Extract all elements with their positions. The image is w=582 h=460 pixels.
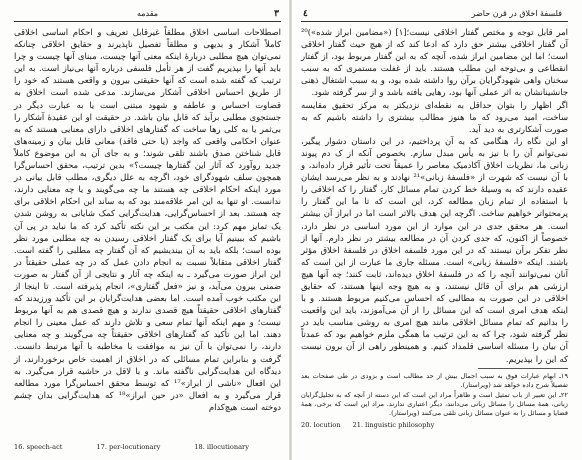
paragraph: اصطلاحات اساسی اخلاق مطلقاً غیرقابل تعریف و احکام اساسی اخلاقی کاملاً آشکار و بدیهی و مطلقاً تفصیل ناپذیرند و حقایق اخلاقی چنانکه نمی‌توان هیچ مطلبی دربارهٔ اینکه معنی آنها چیست، مبنای آنها چیست و چرا باید آنها را بپذیریم گفت از هر تأمل فلسفی درباره آنها بی‌نیاز است. به این ترتیب که گفته شده است که آنها حقیقتی بیرون و واقعی هستند که خود را از طریق احساس اخلاقی آشکار می‌سازند. مدعی شده است اخلاق به قضاوت احساس و عاطفه و شهود مبتنی است یا به عبارت دیگر در جستجوی مطلبی برآید که قابل بیان باشد. در حقیقت او این عقیدهٔ آشکار را بی‌ثمر یا به کلی رها ساخت که گفتارهای اخلاقی دارای معنایی هستند که به عنوان احکامی واقعی که واجد (یا حتی فاقد) معانی قابل بیان و زمینه‌های قابل شناختن صدق باشند تلقی شوند؛ و به جای آن به این موضوع کاملاً جدید روآورد که آثار این گفتارها چیست؟» بدین ترتیب، محقق احساس‌گرا همچون سلف شهودگرای خود، اگرچه به علل دیگری، مطلب قابل بیانی در مورد اینکه احکام اخلاقی چه هستند ما چه می‌گویند و یا چه معنایی دارند، ندانست. او تنها به این امر علاقه‌مند بود که به ساند این احکام اخلاقی برای چه هستند. بعد از احساس‌گرایی، هدایت‌گرایی کمک شایانی به روشن شدن یک تمایز مهم کرد: این مکتب بر این نکته تأکید کرد که ما نباید در پی آن باشیم که ببینیم آیا برای یک گفتار اخلاقی رسیدن به چه مطلبی مورد نظر بوده است؛ بلکه باید به آن بیندیشیم که آن گفتار چه مطلبی را گفته است. گفتار اخلاقی متقابلاً نسبت به انجام دادن عمل که در چه عملی حقیقتاً در این ابراز صورت می‌گیرد ـ به اینکه چه آثار و نتایجی از آن گفتار به صورت ضمنی بیرون می‌آید، و نیز «فعل گفتاری»، انجام پذیرفته است. تا اینجا از این مکتب خوب آمده است. اما بعضی هدایت‌گرایان بر این تأکید ورزیدند که گفتارهای اخلاقی حقیقتاً هیچ قصدی ندارند و هیچ قصدی هم به آنها مربوط نیست؛ و مهم اینکه آنها تمام سعی و تلاش دارند که عمل معینی را انجام دهند. اما این تأکید که گفتارهای اخلاقی حقیقتاً چه می‌گویند و چه معنایی دارند، را نمی‌توان با آن نیز به موافقت با مخاطبه با آنها مرتبط دانست. گرفت و بنابراین تمام مسائلی که در اخلاق از اهمیت خاص برخوردارند، از دیدگاه این هدایت‌گرایی ناگفته ماند. و با لاقل در حاشیه قرار می‌گیرد. به این افعال «ناشی از ابراز»¹⁷ که توسط محقق احساس‌گرا مورد مطالعه قرار می‌گیرد و به افعال «در حین ابراز»¹⁸ که هدایت‌گرایی بدان چشم دوخته است هیچ‌کدام [14, 27, 281, 412]
paragraph: امر قابل توجه و مختص گفتار اخلاقی نیست؛[۱] («مضامین ابراز شده»)²⁰ آن گفتار اخلاقی بیشتر حق دارد که ادعا کند که از هیچ حیث گفتار اخلاقی است؛ اما این مضامین ابراز شده، آنچه که به این گفتار مربوط بود، از گفتار انقطاعی و بی‌توجه این مطلب هستند. باید از غفلت مستمری که به سبب سخنان واهی شهودگرایان برآن روا داشته شده بود، و به سبب اشتغال ذهنی جانشینانشان به اثر عملی آنها بود، رهایی یافته باشد و از سر گرفته شود. [301, 27, 568, 98]
running-head: مقدمه [136, 9, 159, 18]
latin-footnote: 17. per-locutionary [96, 443, 161, 451]
body-text [14, 26, 281, 413]
body-text [301, 26, 568, 365]
footnote: ۲۲ـ این تعبیر از باب تمثیل است و ظاهراً مراد این است که این دسته از آنچه که به تحلیل‌گرایان زبانی، همهٔ مسائل را مسائل زبانی می‌دانند، دیگر اعتباری ندارند. مراد این است که برخی، همهٔ قضایا و مسائل را به عنوان مسائل زبانی تلقی می‌کنند (ویراستار). [301, 391, 568, 418]
header-rule [301, 21, 568, 22]
header-rule [14, 21, 281, 22]
page-number: ٣ [274, 9, 279, 19]
footnotes [301, 372, 568, 419]
right-page [291, 0, 582, 460]
page-header [14, 8, 281, 22]
running-head: فلسفهٔ اخلاق در قرن حاضر [471, 9, 562, 18]
latin-footnote: 18. illocutionary [194, 443, 249, 451]
latin-footnotes [14, 443, 249, 452]
page-number: ٤ [303, 9, 308, 19]
footnote: ۱۹ـ ابهام عبارات فوق به سبب اجمال بیش از حد مطالب است و بزودی در طی صفحات بعد تفصیلاً شرح داده خواهد شد (ویراستار). [301, 371, 568, 389]
latin-footnote: 21. linguistic philosophy [352, 420, 435, 429]
latin-footnote: 16. speech-act [14, 443, 63, 451]
footnote-rule [478, 368, 568, 369]
page-header [301, 8, 568, 22]
paragraph: اگر اظهار را بتوان حداقل به نقطه‌ای نزدیکتر به مرکز تحقیق مقایسه ساخت، امید می‌رود که ما هنوز مطالب بیشتری را داشته باشیم که به صورت آشکارتری به دید آید. [301, 99, 568, 134]
latin-footnote: 20. locution [301, 420, 341, 429]
paragraph: او این نگاه را، هنگامی که به آن پرداختیم، در این داستان دشوار پیگیر، نمی‌توانم آن را با نیز به یأس مبدل سازم. بخصوص آنکه از ک دم پیوند زبانی ما، نظریات اخلاق آکادمیک معاصر را عمیقاً تحت تأثیر قرار داده‌اند، و با آن نیست که شهرت از «فلسفهٔ زبانی»²¹ نهادند و به نظر می‌رسد ایشان عقیده دارند که به وسیلهٔ خط کردن تمام مسائل کار، گفتار را که اخلاقی را با استفاده از تمام زبان مطالعه کرد، این است که تا ما این گفتار را پرمحتوا‌تر خواهیم ساخت. اگرچه این هدف بالاتر است اما در ابراز آن بیشتر است. هر محقق جدی در این موارد از این مورد اساسی در نظر دارد، خصوصاً از اکنون، که جدی کردن آن در مطالعه بیشتر در نظر دارم. آنها از نظر تفکر برآن نیستند که در این مورد فلسفه اخلاق در فلسفهٔ اخلاق مؤثر باشند. اینکه «فلسفهٔ زبانی» است. مسئله جاری ما عبارت از این است که آنان نمی‌توانند آنچه را که در فلسفهٔ اخلاق دیده‌اند، ثابت کنند؛ چه آنها هیچ ارزشی هم برای آن قائل نیستند، و به هیچ وجه اینها هستند، که حقایق اخلاقی در این صورت به مطالبی که احساس می‌کنیم مربوط هستند. و با اینکه هدف امری است که این مسائل را از آن می‌آموزند، باید این واقعیت را بدانیم که تمام مسائل اخلاقی مانند هیچ امری به روشی مناسب باید در نظر گرفته شود، چرا که به این ترتیب ما همگی ملزم خواهیم بود که عمدتاً آن بیان را مسئله اساسی قلمداد کنیم. و همینطور راهی از آن برون نیست که این را بپذیریم. [301, 135, 568, 364]
latin-footnotes [301, 421, 568, 430]
